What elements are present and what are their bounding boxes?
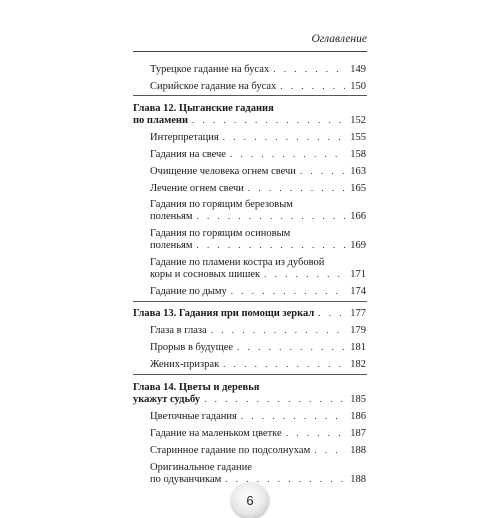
leader-dots <box>273 63 346 76</box>
toc-entry-title: Сирийское гадание на бусах <box>150 81 277 92</box>
toc-entry-title: Гадание на маленьком цветке <box>150 428 282 439</box>
chapter-title: укажут судьбу <box>133 394 201 405</box>
toc-entry[interactable] <box>150 210 366 223</box>
section-divider <box>133 301 367 302</box>
chapter-title: Глава 13. Гадания при помощи зеркал <box>133 308 315 319</box>
toc-entry-page: 169 <box>350 240 366 251</box>
chapter-title-line: Глава 12. Цыганские гадания <box>133 103 274 114</box>
leader-dots <box>318 307 346 320</box>
toc-entry-title: по одуванчикам <box>150 474 222 485</box>
toc-entry[interactable] <box>150 182 366 195</box>
leader-dots <box>248 182 346 195</box>
toc-entry-page: 163 <box>350 166 366 177</box>
toc-entry-page: 166 <box>350 211 366 222</box>
toc-entry[interactable] <box>150 444 366 457</box>
toc-entry[interactable] <box>150 358 366 371</box>
chapter-page: 152 <box>350 115 366 126</box>
header-rule <box>133 51 367 52</box>
toc-entry[interactable] <box>150 239 366 252</box>
page-number-badge <box>231 482 269 518</box>
toc-entry-page: 149 <box>350 64 366 75</box>
toc-entry-title: поленьям <box>150 211 193 222</box>
leader-dots <box>197 210 347 223</box>
leader-dots <box>300 165 346 178</box>
toc-entry-title-line: Гадания по горящим осиновым <box>150 228 291 239</box>
toc-entry-title: Интерпретация <box>150 132 219 143</box>
toc-entry-page: 186 <box>350 411 366 422</box>
toc-entry-title-line: Гадания по горящим березовым <box>150 199 293 210</box>
leader-dots <box>204 393 346 406</box>
toc-entry-title: коры и сосновых шишек <box>150 269 261 280</box>
toc-entry[interactable] <box>150 324 366 337</box>
toc-entry-title: Глаза в глаза <box>150 325 207 336</box>
toc-entry[interactable] <box>150 427 366 440</box>
leader-dots <box>286 427 347 440</box>
toc-entry-title: Гадание по дыму <box>150 286 227 297</box>
toc-entry-title: поленьям <box>150 240 193 251</box>
chapter-page: 177 <box>350 308 366 319</box>
leader-dots <box>197 239 347 252</box>
toc-entry-page: 171 <box>350 269 366 280</box>
chapter-entry[interactable] <box>133 393 366 406</box>
toc-entry[interactable] <box>150 410 366 423</box>
chapter-entry[interactable] <box>133 114 366 127</box>
toc-entry[interactable] <box>150 63 366 76</box>
toc-entry-page: 165 <box>350 183 366 194</box>
chapter-entry[interactable] <box>133 307 366 320</box>
toc-entry-title: Жених-призрак <box>150 359 220 370</box>
leader-dots <box>237 341 346 354</box>
toc-entry[interactable] <box>150 285 366 298</box>
leader-dots <box>192 114 346 127</box>
toc-entry[interactable] <box>150 268 366 281</box>
toc-entry-page: 181 <box>350 342 366 353</box>
toc-entry-title: Прорыв в будущее <box>150 342 234 353</box>
toc-entry-title-line: Гадание по пламени костра из дубовой <box>150 257 325 268</box>
toc-entry-page: 187 <box>350 428 366 439</box>
toc-entry[interactable] <box>150 131 366 144</box>
toc-entry-title: Гадания на свече <box>150 149 226 160</box>
toc-entry[interactable] <box>150 148 366 161</box>
toc-entry-page: 182 <box>350 359 366 370</box>
leader-dots <box>264 268 346 281</box>
leader-dots <box>223 358 346 371</box>
leader-dots <box>230 148 346 161</box>
toc-entry-title: Турецкое гадание на бусах <box>150 64 270 75</box>
leader-dots <box>241 410 346 423</box>
leader-dots <box>280 80 346 93</box>
toc-entry-page: 155 <box>350 132 366 143</box>
toc-entry[interactable] <box>150 165 366 178</box>
toc-entry-page: 188 <box>350 445 366 456</box>
toc-entry-page: 158 <box>350 149 366 160</box>
toc-entry-page: 188 <box>350 474 366 485</box>
toc-entry-page: 150 <box>350 81 366 92</box>
chapter-title-line: Глава 14. Цветы и деревья <box>133 382 260 393</box>
section-divider <box>133 374 367 375</box>
page-number: 6 <box>246 492 254 508</box>
leader-dots <box>211 324 347 337</box>
chapter-page: 185 <box>350 394 366 405</box>
toc-entry-title: Старинное гадание по подсолнухам <box>150 445 311 456</box>
leader-dots <box>231 285 346 298</box>
chapter-title: по пламени <box>133 115 189 126</box>
leader-dots <box>223 131 347 144</box>
leader-dots <box>314 444 346 457</box>
section-divider <box>133 95 367 96</box>
toc-entry-title: Очищение человека огнем свечи <box>150 166 296 177</box>
toc-entry[interactable] <box>150 341 366 354</box>
toc-entry-title: Лечение огнем свечи <box>150 183 244 194</box>
toc-entry-page: 174 <box>350 286 366 297</box>
toc-entry-title: Цветочные гадания <box>150 411 237 422</box>
toc-entry-title-line: Оригинальное гадание <box>150 462 252 473</box>
toc-entry[interactable] <box>150 80 366 93</box>
running-header-title: Оглавление <box>311 33 367 45</box>
toc-entry-page: 179 <box>350 325 366 336</box>
